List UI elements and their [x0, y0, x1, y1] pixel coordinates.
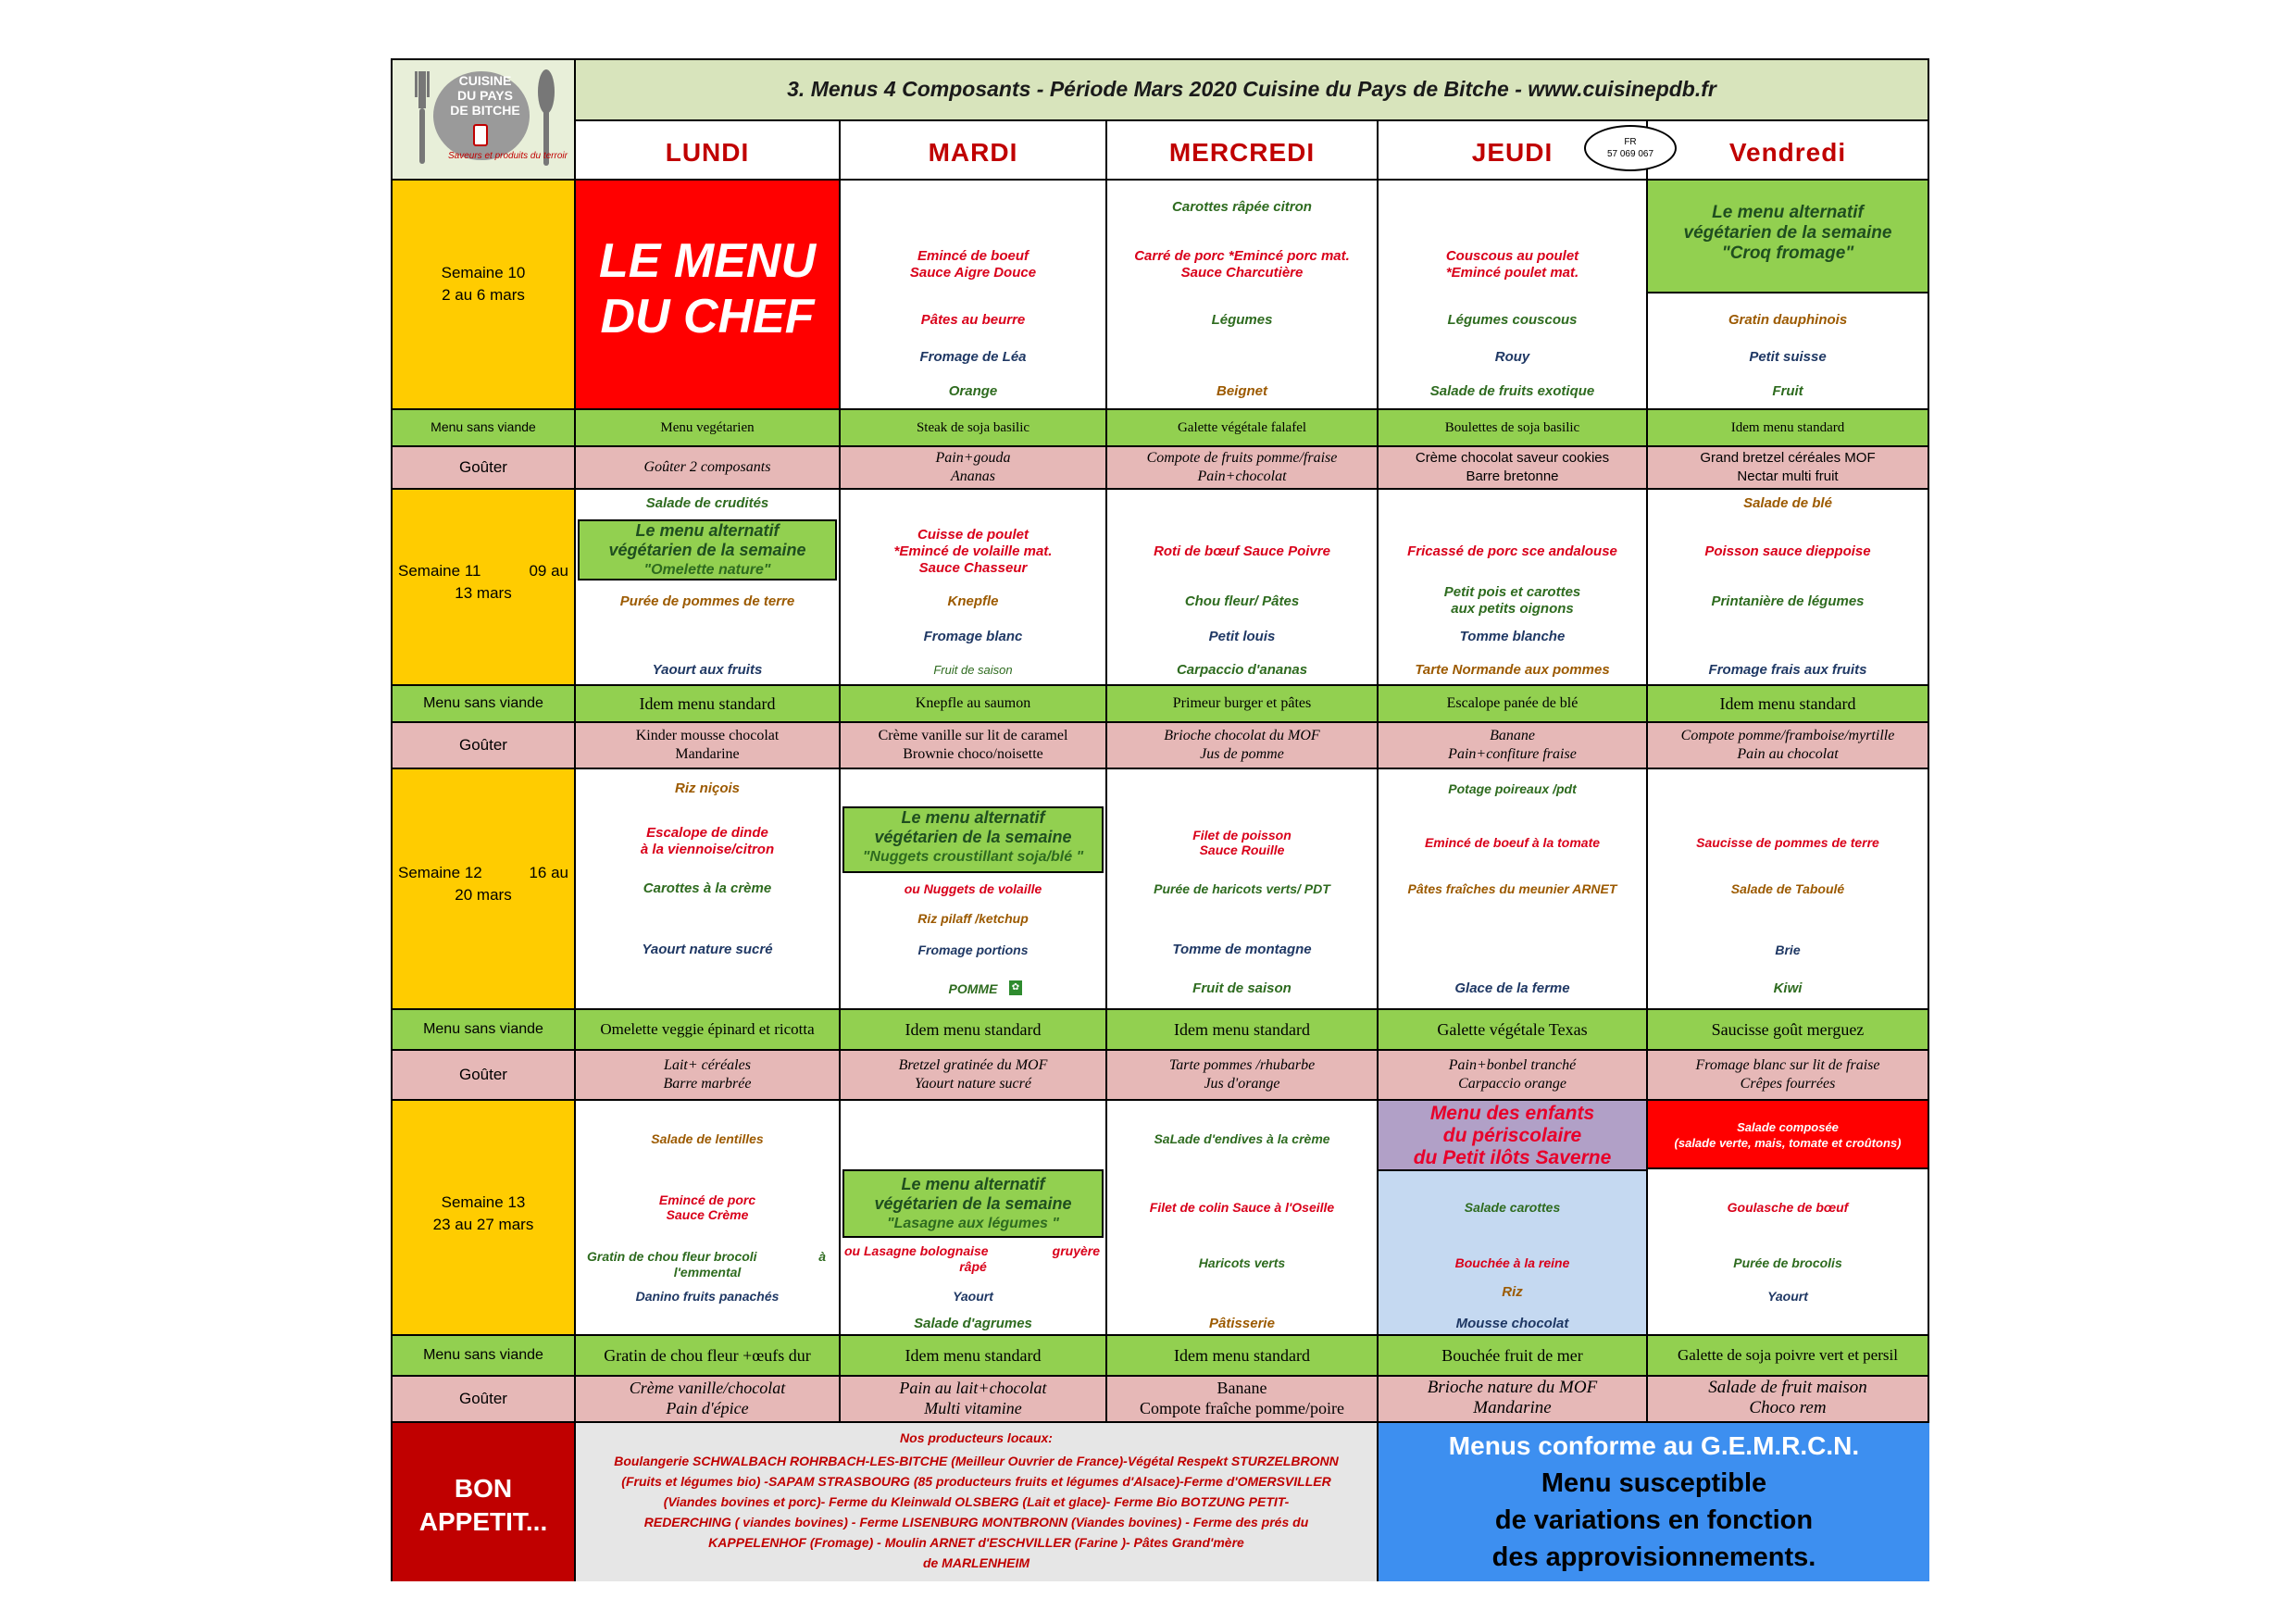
dish: Riz: [1502, 1284, 1523, 1300]
dish: Riz pilaff /ketchup: [917, 911, 1029, 926]
veg-dish: Idem menu standard: [905, 1346, 1042, 1365]
veg-dish: Gratin de chou fleur +œufs dur: [604, 1346, 811, 1365]
stamp-line-1: FR: [1624, 137, 1637, 147]
sans-viande-cell: [1107, 410, 1379, 447]
alt-menu-banner: [842, 1169, 1104, 1238]
dish: Petit suisse: [1749, 349, 1827, 365]
dish: Glace de la ferme: [1454, 980, 1570, 996]
producers-line: de MARLENHEIM: [922, 1555, 1030, 1570]
dish: POMME: [948, 981, 998, 996]
menu-cell: [1648, 490, 1929, 686]
gouter-cell: [576, 1377, 841, 1423]
alt-line: Le menu alternatif: [901, 1175, 1045, 1193]
week-label-cell: [393, 490, 576, 686]
dish: Salade de fruits exotique: [1429, 383, 1595, 399]
logo-cell: [393, 60, 576, 181]
veg-dish: Saucisse goût merguez: [1711, 1020, 1865, 1039]
dish: Fromage de Léa: [919, 349, 1027, 365]
dish: Haricots verts: [1198, 1255, 1286, 1270]
veg-dish: Galette de soja poivre vert et persil: [1678, 1346, 1898, 1364]
week-label-cell: [393, 1101, 576, 1336]
periscolaire-banner: [1379, 1101, 1646, 1171]
week-label: Semaine 13: [441, 1193, 526, 1211]
sans-viande-cell: [1648, 410, 1929, 447]
snack: Lait+ céréales: [664, 1057, 751, 1073]
veg-dish: Escalope panée de blé: [1446, 695, 1578, 711]
menu-cell: [1379, 1101, 1648, 1336]
snack: Barre bretonne: [1466, 468, 1559, 484]
veg-dish: Galette végétale Texas: [1437, 1020, 1588, 1039]
dish: Riz niçois: [674, 780, 740, 796]
dish: Salade de Taboulé: [1730, 881, 1845, 896]
dish: Carottes à la crème: [643, 880, 772, 896]
snack: Crêpes fourrées: [1740, 1076, 1836, 1092]
dish: aux petits oignons: [1451, 601, 1574, 617]
day-vendredi: [1648, 121, 1929, 181]
dish: Salade d'agrumes: [914, 1316, 1032, 1331]
snack: Jus d'orange: [1204, 1076, 1280, 1092]
week-label: Semaine 12: [398, 864, 482, 881]
alt-line: végétarien de la semaine: [874, 1194, 1072, 1213]
page-title: 3. Menus 4 Composants - Période Mars 2020 Cuisine du Pays de Bitche - www.cuisinepdb.fr: [787, 77, 1716, 101]
week-dates-end: 13 mars: [455, 584, 512, 602]
menu-cell: [576, 769, 841, 1010]
sans-viande-cell: [841, 686, 1107, 723]
chef-banner-line-1: LE MENU: [599, 234, 816, 288]
menu-cell: [1648, 1101, 1929, 1336]
day-label: JEUDI: [1471, 138, 1554, 167]
veg-dish: Idem menu standard: [639, 694, 776, 713]
alt-line: "Lasagne aux légumes ": [887, 1216, 1059, 1231]
sans-viande-cell: [1379, 410, 1648, 447]
gouter-cell: [1648, 1051, 1929, 1101]
dish: Tomme de montagne: [1172, 942, 1312, 957]
snack: Compote de fruits pomme/fraise: [1146, 450, 1338, 466]
sans-viande-label: [393, 686, 576, 723]
sans-viande-label: [393, 1010, 576, 1051]
day-label: Vendredi: [1728, 138, 1847, 167]
dish: Orange: [948, 383, 998, 399]
veg-dish: Idem menu standard: [1174, 1020, 1310, 1039]
snack: Pain+confiture fraise: [1448, 746, 1577, 762]
snack: Brownie choco/noisette: [903, 746, 1043, 762]
dish: Brie: [1775, 943, 1801, 957]
snack: Brioche nature du MOF: [1427, 1378, 1598, 1397]
dish: Fromage frais aux fruits: [1708, 662, 1867, 678]
dish: Saucisse de pommes de terre: [1696, 835, 1879, 850]
dish: Yaourt: [953, 1289, 993, 1304]
dish: Salade de crudités: [645, 495, 769, 511]
dish: Purée de brocolis: [1733, 1255, 1842, 1270]
dish: râpé: [959, 1259, 987, 1274]
dish: Fricassé de porc sce andalouse: [1407, 543, 1617, 559]
gouter-cell: [1107, 1377, 1379, 1423]
snack: Fromage blanc sur lit de fraise: [1695, 1057, 1880, 1073]
gouter-cell: [841, 447, 1107, 490]
dish: Fromage blanc: [923, 629, 1023, 644]
dish: *Emincé de volaille mat.: [893, 543, 1053, 559]
snack: Crème vanille sur lit de caramel: [878, 728, 1068, 743]
snack: Yaourt nature sucré: [915, 1076, 1031, 1092]
chef-menu-banner: [576, 181, 841, 410]
dish: Beignet: [1216, 383, 1267, 399]
alt-line: "Omelette nature": [643, 562, 771, 578]
sans-viande-cell: [1648, 1336, 1929, 1377]
menu-cell: [841, 769, 1107, 1010]
sans-viande-cell: [576, 410, 841, 447]
logo-line-2: DU PAYS: [457, 88, 513, 103]
menu-cell: [1107, 769, 1379, 1010]
veg-dish: Menu vegétarien: [660, 420, 755, 435]
producers-line: Boulangerie SCHWALBACH ROHRBACH-LES-BITCHE (Meilleur Ouvrier de France)-Végétal Respekt STURZELBRONN: [614, 1454, 1339, 1468]
row-label: Goûter: [459, 1066, 507, 1083]
menu-cell: [1648, 769, 1929, 1010]
veg-dish: Boulettes de soja basilic: [1444, 420, 1580, 435]
day-label: MARDI: [928, 138, 1018, 167]
dish: gruyère: [1052, 1243, 1100, 1258]
row-label: Goûter: [459, 736, 507, 754]
dish: Potage poireaux /pdt: [1448, 781, 1577, 796]
gouter-cell: [841, 1051, 1107, 1101]
dish: Printanière de légumes: [1711, 593, 1865, 609]
snack: Multi vitamine: [924, 1399, 1022, 1417]
veg-dish: Idem menu standard: [1174, 1346, 1310, 1365]
stamp-line-2: 57 069 067: [1606, 149, 1654, 159]
bon-appetit-line-2: APPETIT...: [418, 1507, 548, 1536]
snack: Salade de fruit maison: [1708, 1378, 1867, 1397]
snack: Crème vanille/chocolat: [629, 1379, 786, 1397]
day-mercredi: [1107, 121, 1379, 181]
snack: Tarte pommes /rhubarbe: [1168, 1057, 1316, 1073]
alt-line: végétarien de la semaine: [1683, 223, 1892, 243]
snack: Ananas: [951, 468, 995, 484]
snack: Carpaccio orange: [1458, 1076, 1566, 1092]
dish: Roti de bœuf Sauce Poivre: [1154, 543, 1330, 559]
dish: Poisson sauce dieppoise: [1704, 543, 1871, 559]
menu-cell: [1379, 490, 1648, 686]
row-label: Goûter: [459, 1390, 507, 1407]
gouter-cell: [841, 723, 1107, 769]
snack: Banane: [1490, 728, 1535, 743]
dish: Carpaccio d'ananas: [1176, 662, 1308, 678]
dish: *Emincé poulet mat.: [1445, 265, 1579, 281]
dish: Filet de poisson: [1192, 828, 1292, 843]
dish: à la viennoise/citron: [640, 842, 775, 857]
gouter-cell: [1648, 1377, 1929, 1423]
snack: Mandarine: [1473, 1398, 1552, 1417]
producers-line: KAPPELENHOF (Fromage) - Moulin ARNET d'ESCHVILLER (Farine )- Pâtes Grand'mère: [708, 1535, 1244, 1550]
dish: Tarte Normande aux pommes: [1415, 662, 1610, 678]
dish: ou Nuggets de volaille: [904, 881, 1042, 896]
producers-title: Nos producteurs locaux:: [900, 1430, 1053, 1445]
dish: Cuisse de poulet: [917, 527, 1029, 543]
dish: Danino fruits panachés: [635, 1289, 780, 1304]
snack: Barre marbrée: [663, 1076, 752, 1092]
dish: Escalope de dinde: [646, 825, 768, 841]
dish: Bouchée à la reine: [1454, 1255, 1570, 1270]
sans-viande-cell: [1107, 1336, 1379, 1377]
organic-leaf-icon: ✿: [1009, 980, 1022, 995]
row-label: Menu sans viande: [423, 1347, 543, 1363]
dish: SaLade d'endives à la crème: [1154, 1131, 1330, 1146]
menu-cell: [1107, 181, 1379, 410]
dish: à: [818, 1249, 826, 1264]
snack: Brioche chocolat du MOF: [1164, 728, 1320, 743]
gemrcn-line-4: des approvisionnements.: [1491, 1542, 1816, 1572]
menu-cell: [576, 490, 841, 686]
logo-line-1: CUISINE: [458, 73, 512, 88]
periscolaire-menu: [1379, 1171, 1646, 1334]
title-bar: [576, 60, 1929, 121]
gouter-cell: [1107, 723, 1379, 769]
snack: Banane: [1217, 1379, 1267, 1397]
menu-cell: [576, 1101, 841, 1336]
gouter-cell: [576, 1051, 841, 1101]
dish: Petit louis: [1208, 629, 1276, 644]
menu-sheet: [391, 58, 1929, 1581]
menu-cell: [1648, 181, 1929, 410]
dish: Chou fleur/ Pâtes: [1184, 593, 1300, 609]
dish: Salade de lentilles: [651, 1131, 764, 1146]
snack: Pain+gouda: [935, 450, 1011, 466]
dish: Sauce Charcutière: [1180, 265, 1304, 281]
dish: Gratin de chou fleur brocoli: [587, 1249, 757, 1264]
banner-line: du périscolaire: [1442, 1125, 1582, 1146]
menu-cell: [1107, 490, 1379, 686]
menu-cell: [1107, 1101, 1379, 1336]
logo-slogan: Saveurs et produits du terroir: [448, 151, 568, 161]
alt-line: Le menu alternatif: [635, 521, 780, 540]
snack: Compote pomme/framboise/myrtille: [1680, 728, 1895, 743]
gouter-cell: [1379, 1051, 1648, 1101]
row-label: Menu sans viande: [423, 695, 543, 711]
dish: Petit pois et carottes: [1443, 584, 1581, 600]
gouter-cell: [576, 447, 841, 490]
day-mardi: [841, 121, 1107, 181]
dish: Fruit: [1772, 383, 1803, 399]
sans-viande-cell: [576, 1336, 841, 1377]
gouter-label: [393, 1377, 576, 1423]
menu-cell: [841, 490, 1107, 686]
banner-line: du Petit ilôts Saverne: [1413, 1147, 1612, 1168]
row-label: Menu sans viande: [423, 1021, 543, 1037]
dish: Sauce Rouille: [1199, 843, 1285, 857]
snack: Grand bretzel céréales MOF: [1700, 450, 1876, 466]
snack: Crème chocolat saveur cookies: [1415, 450, 1610, 466]
logo-text: [430, 73, 541, 118]
dish: Tomme blanche: [1459, 629, 1566, 644]
producers-line: (Fruits et légumes bio) -SAPAM STRASBOURG (85 producteurs fruits et légumes d'Alsace)-Ferme d'OMERSVILLER: [621, 1474, 1331, 1489]
week-dates-start: 16 au: [529, 864, 568, 881]
dish: Yaourt nature sucré: [642, 942, 773, 957]
week-label: Semaine 10: [441, 264, 526, 281]
alt-line: végétarien de la semaine: [874, 828, 1072, 846]
gemrcn-line-3: de variations en fonction: [1494, 1505, 1814, 1535]
dish: Sauce Crème: [666, 1207, 749, 1222]
sans-viande-cell: [841, 1336, 1107, 1377]
menu-cell: [841, 1101, 1107, 1336]
producers-line: (Viandes bovines et porc)- Ferme du Kleinwald OLSBERG (Lait et glace)- Ferme Bio BOTZUNG PETIT-: [663, 1494, 1290, 1509]
sans-viande-cell: [1379, 1336, 1648, 1377]
gouter-cell: [576, 723, 841, 769]
dish: Fruit de saison: [933, 663, 1013, 677]
dish: ou Lasagne bolognaise: [844, 1243, 989, 1258]
snack: Pain au lait+chocolat: [899, 1379, 1047, 1397]
producers-cell: [576, 1423, 1379, 1581]
bon-appetit-cell: [393, 1423, 576, 1581]
menu-cell: [841, 181, 1107, 410]
producers-line: REDERCHING ( viandes bovines) - Ferme LISENBURG MONTBRONN (Viandes bovines) - Ferme des prés du: [643, 1515, 1309, 1529]
snack: Kinder mousse chocolat: [635, 728, 780, 743]
sans-viande-cell: [1648, 1010, 1929, 1051]
week-dates: 2 au 6 mars: [442, 286, 525, 304]
week-label-cell: [393, 181, 576, 410]
sans-viande-cell: [1107, 1010, 1379, 1051]
sans-viande-label: [393, 1336, 576, 1377]
dish: Filet de colin Sauce à l'Oseille: [1149, 1200, 1335, 1215]
alt-menu-banner: [578, 519, 837, 581]
dish: Couscous au poulet: [1445, 248, 1579, 264]
sans-viande-cell: [841, 410, 1107, 447]
gouter-cell: [1648, 447, 1929, 490]
day-label: LUNDI: [665, 138, 750, 167]
producers-list: [580, 1451, 1373, 1573]
alt-line: "Nuggets croustillant soja/blé ": [862, 849, 1084, 865]
veg-dish: Idem menu standard: [905, 1020, 1042, 1039]
dish: Emincé de porc: [658, 1192, 756, 1207]
dish: Goulasche de bœuf: [1727, 1200, 1849, 1215]
dish: Pâtisserie: [1209, 1316, 1275, 1331]
dish: Purée de haricots verts/ PDT: [1154, 881, 1330, 896]
veg-dish: Idem menu standard: [1719, 694, 1856, 713]
dish: Kiwi: [1773, 980, 1803, 996]
chef-banner-line-2: DU CHEF: [600, 290, 815, 343]
snack: Jus de pomme: [1200, 746, 1284, 762]
row-label: Menu sans viande: [430, 419, 536, 434]
banner-line: Salade composée: [1737, 1120, 1839, 1134]
menu-cell: [1379, 181, 1648, 410]
veg-dish: Galette végétale falafel: [1177, 420, 1307, 435]
day-lundi: [576, 121, 841, 181]
snack: Pain+chocolat: [1197, 468, 1287, 484]
veg-dish: Bouchée fruit de mer: [1441, 1346, 1583, 1365]
sans-viande-cell: [576, 686, 841, 723]
dish: Sauce Aigre Douce: [909, 265, 1037, 281]
gouter-label: [393, 1051, 576, 1101]
alt-line: Le menu alternatif: [901, 808, 1045, 827]
dish: Légumes: [1211, 312, 1273, 328]
dish: Yaourt aux fruits: [652, 662, 763, 678]
gouter-cell: [841, 1377, 1107, 1423]
dish: Emincé de boeuf à la tomate: [1424, 835, 1601, 850]
sans-viande-cell: [1379, 1010, 1648, 1051]
dish: Salade de blé: [1743, 495, 1832, 511]
week-dates-end: 20 mars: [455, 886, 512, 904]
dish: Sauce Chasseur: [918, 560, 1028, 576]
alt-line: Le menu alternatif: [1712, 203, 1864, 222]
row-label: Goûter: [459, 458, 507, 476]
dish: Salade carottes: [1464, 1200, 1561, 1215]
snack: Bretzel gratinée du MOF: [898, 1057, 1048, 1073]
dish: Purée de pommes de terre: [619, 593, 795, 609]
week-label: Semaine 11: [398, 562, 481, 580]
sans-viande-cell: [841, 1010, 1107, 1051]
veg-dish: Knepfle au saumon: [915, 695, 1031, 711]
alt-menu-banner: [1648, 181, 1928, 293]
dish: Knepfle: [947, 593, 999, 609]
snack: Goûter 2 composants: [643, 459, 771, 475]
gouter-label: [393, 723, 576, 769]
logo-line-3: DE BITCHE: [450, 103, 520, 118]
week-dates: 23 au 27 mars: [432, 1216, 534, 1233]
bon-appetit-line-1: BON: [454, 1474, 513, 1503]
snack: Pain+bonbel tranché: [1448, 1057, 1577, 1073]
snack: Choco rem: [1749, 1398, 1827, 1417]
day-label: MERCREDI: [1168, 138, 1316, 167]
veg-dish: Primeur burger et pâtes: [1172, 695, 1312, 711]
banner-line: (salade verte, mais, tomate et croûtons): [1674, 1136, 1902, 1150]
dish: Yaourt: [1767, 1289, 1808, 1304]
dish: Gratin dauphinois: [1728, 312, 1848, 328]
veg-dish: Steak de soja basilic: [916, 420, 1030, 435]
gemrcn-line-1: Menus conforme au G.E.M.R.C.N.: [1448, 1431, 1860, 1460]
dish: Pâtes fraîches du meunier ARNET: [1407, 881, 1617, 896]
gouter-cell: [1107, 447, 1379, 490]
menu-cell: [1379, 769, 1648, 1010]
sans-viande-cell: [576, 1010, 841, 1051]
gouter-cell: [1648, 723, 1929, 769]
gouter-cell: [1379, 447, 1648, 490]
gouter-cell: [1379, 1377, 1648, 1423]
week-label-cell: [393, 769, 576, 1010]
snack: Mandarine: [675, 746, 740, 762]
dish: Rouy: [1494, 349, 1530, 365]
sans-viande-cell: [1107, 686, 1379, 723]
alt-menu-banner: [842, 806, 1104, 873]
dish: Carré de porc *Emincé porc mat.: [1134, 248, 1350, 264]
dish: Fruit de saison: [1192, 980, 1292, 996]
salade-composee-banner: [1648, 1101, 1928, 1169]
dish: Emincé de boeuf: [917, 248, 1029, 264]
gouter-cell: [1107, 1051, 1379, 1101]
gemrcn-line-2: Menu susceptible: [1541, 1468, 1767, 1498]
alt-line: végétarien de la semaine: [608, 541, 806, 559]
dish: l'emmental: [673, 1265, 742, 1280]
snack: Compote fraîche pomme/poire: [1140, 1399, 1344, 1417]
dish: Légumes couscous: [1447, 312, 1578, 328]
gemrcn-cell: [1379, 1423, 1929, 1581]
gouter-label: [393, 447, 576, 490]
veg-dish: Omelette veggie épinard et ricotta: [600, 1020, 815, 1038]
dish: Pâtes au beurre: [920, 312, 1026, 328]
day-jeudi: [1379, 121, 1654, 181]
dish: Mousse chocolat: [1455, 1316, 1569, 1331]
sans-viande-cell: [1648, 686, 1929, 723]
snack: Pain d'épice: [666, 1399, 749, 1417]
dish: Fromage portions: [917, 943, 1029, 957]
week-dates-start: 09 au: [529, 562, 568, 580]
veg-dish: Idem menu standard: [1730, 420, 1845, 435]
dish: Carottes râpée citron: [1172, 199, 1312, 215]
gouter-cell: [1379, 723, 1648, 769]
snack: Nectar multi fruit: [1737, 468, 1839, 484]
sans-viande-label: [393, 410, 576, 447]
alt-line: "Croq fromage": [1721, 243, 1854, 263]
banner-line: Menu des enfants: [1429, 1103, 1595, 1124]
sans-viande-cell: [1379, 686, 1648, 723]
snack: Pain au chocolat: [1737, 746, 1839, 762]
